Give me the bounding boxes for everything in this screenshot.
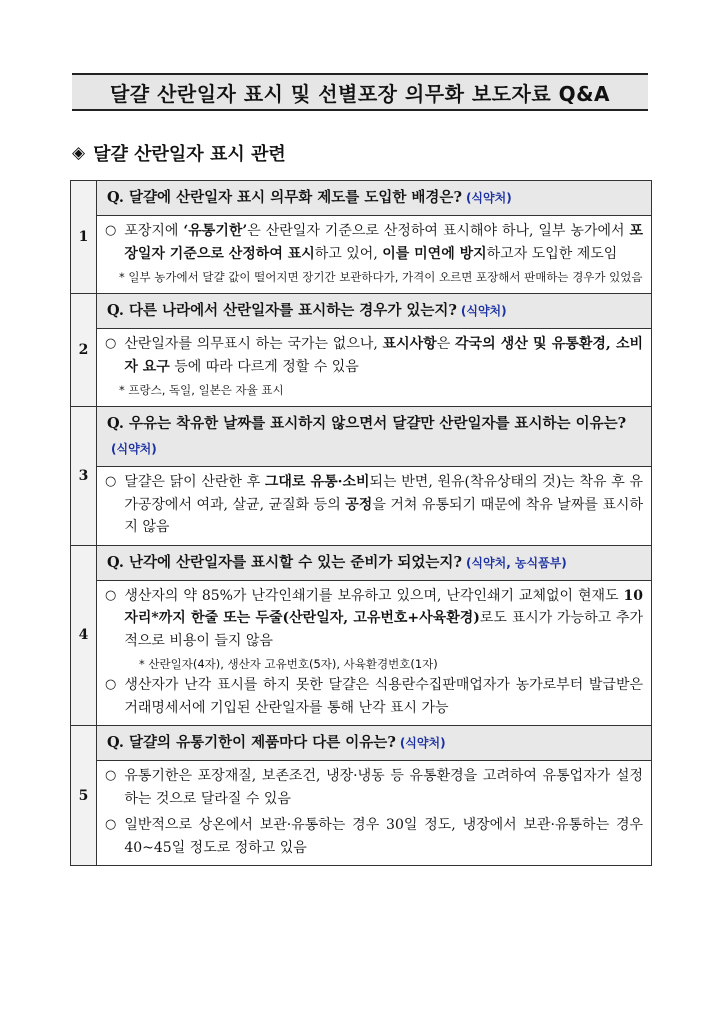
circle-bullet-icon: ○ bbox=[105, 817, 117, 832]
answer-cell bbox=[97, 216, 652, 294]
answer-text: 유통기한은 포장재질, 보존조건, 냉장·냉동 등 유통환경을 고려하여 유통업자가 설정하는 것으로 달라질 수 있음 bbox=[124, 768, 643, 807]
document-title-box bbox=[72, 73, 648, 111]
answer-text: 포장지에 ‘유통기한’은 산란일자 기준으로 산정하여 표시해야 하나, 일부 농가에서 포장일자 기준으로 산정하여 표시하고 있어, 이를 미연에 방지하고자 도입한 제도임 bbox=[124, 223, 644, 262]
question-cell bbox=[97, 545, 652, 580]
answer-cell bbox=[97, 329, 652, 407]
answer-text: 생산자가 난각 표시를 하지 못한 달걀은 식용란수집판매업자가 농가로부터 발급받은 거래명세서에 기입된 산란일자를 통해 난각 표시 가능 bbox=[124, 677, 643, 716]
circle-bullet-icon: ○ bbox=[105, 336, 117, 351]
circle-bullet-icon: ○ bbox=[105, 474, 117, 489]
row-number: 2 bbox=[71, 294, 97, 407]
qa-row-5-question bbox=[71, 726, 652, 761]
answer-note: * 프랑스, 독일, 일본은 자율 표시 bbox=[119, 383, 284, 397]
agency-tag: (식약처) bbox=[460, 304, 507, 318]
qa-row-5-answer bbox=[71, 761, 652, 866]
qa-row-2-question bbox=[71, 294, 652, 329]
row-number: 5 bbox=[71, 726, 97, 866]
row-number: 4 bbox=[71, 545, 97, 726]
answer-cell bbox=[97, 761, 652, 866]
question-cell bbox=[97, 294, 652, 329]
answer-item bbox=[105, 765, 643, 810]
qa-row-1-question bbox=[71, 181, 652, 216]
question-cell bbox=[97, 181, 652, 216]
agency-tag: (식약처) bbox=[399, 736, 446, 750]
answer-note: * 일부 농가에서 달걀 값이 떨어지면 장기간 보관하다가, 가격이 오르면 포장해서 판매하는 경우가 있었음 bbox=[119, 270, 643, 284]
answer-item bbox=[105, 585, 643, 653]
answer-text: 생산자의 약 85%가 난각인쇄기를 보유하고 있으며, 난각인쇄기 교체없이 현재도 10자리*까지 한줄 또는 두줄(산란일자, 고유번호+사육환경)로도 표시가 가능하고 추가적으로 비용이 들지 않음 bbox=[124, 587, 643, 649]
agency-tag: (식약처, 농식품부) bbox=[465, 555, 567, 570]
section-heading bbox=[72, 140, 286, 166]
answer-text: 달걀은 닭이 산란한 후 그대로 유통·소비되는 반면, 원유(착유상태의 것)는 착유 후 유가공장에서 여과, 살균, 균질화 등의 공정을 거쳐 유통되기 때문에 착유 날짜를 표시하지 않음 bbox=[124, 474, 643, 535]
circle-bullet-icon: ○ bbox=[105, 223, 117, 238]
qa-row-4-answer bbox=[71, 580, 652, 726]
qa-row-2-answer bbox=[71, 329, 652, 407]
answer-item bbox=[105, 674, 643, 719]
answer-item bbox=[105, 333, 643, 378]
document-title: 달걀 산란일자 표시 및 선별포장 의무화 보도자료 Q&A bbox=[109, 81, 611, 106]
section-heading-text: 달걀 산란일자 표시 관련 bbox=[93, 144, 286, 165]
question-text: Q. 달걀에 산란일자 표시 의무화 제도를 도입한 배경은? bbox=[107, 189, 462, 206]
agency-tag: (식약처) bbox=[465, 191, 512, 205]
answer-text: 일반적으로 상온에서 보관·유통하는 경우 30일 정도, 냉장에서 보관·유통하는 경우 40~45일 정도로 정하고 있음 bbox=[124, 817, 643, 856]
answer-item bbox=[105, 220, 643, 265]
question-cell bbox=[97, 407, 652, 467]
answer-cell bbox=[97, 580, 652, 726]
row-number: 1 bbox=[71, 181, 97, 294]
diamond-bullet-icon: ◈ bbox=[72, 143, 86, 163]
question-text: Q. 우유는 착유한 날짜를 표시하지 않으면서 달걀만 산란일자를 표시하는 이유는? bbox=[107, 415, 627, 432]
qa-row-3-answer bbox=[71, 467, 652, 546]
qa-row-4-question bbox=[71, 545, 652, 580]
question-cell bbox=[97, 726, 652, 761]
qa-row-1-answer bbox=[71, 216, 652, 294]
answer-item bbox=[105, 471, 643, 539]
answer-cell bbox=[97, 467, 652, 546]
answer-note: * 산란일자(4자), 생산자 고유번호(5자), 사육환경번호(1자) bbox=[139, 657, 438, 671]
qa-row-3-question bbox=[71, 407, 652, 467]
circle-bullet-icon: ○ bbox=[105, 587, 117, 603]
question-text: Q. 난각에 산란일자를 표시할 수 있는 준비가 되었는지? bbox=[107, 553, 462, 571]
answer-text: 산란일자를 의무표시 하는 국가는 없으나, 표시사항은 각국의 생산 및 유통환경, 소비자 요구 등에 따라 다르게 정할 수 있음 bbox=[124, 336, 643, 375]
row-number: 3 bbox=[71, 407, 97, 546]
circle-bullet-icon: ○ bbox=[105, 677, 117, 692]
circle-bullet-icon: ○ bbox=[105, 768, 117, 783]
qa-table bbox=[70, 180, 652, 866]
question-text: Q. 달걀의 유통기한이 제품마다 다른 이유는? bbox=[107, 734, 396, 751]
answer-item bbox=[105, 814, 643, 859]
question-text: Q. 다른 나라에서 산란일자를 표시하는 경우가 있는지? bbox=[107, 302, 457, 319]
agency-tag: (식약처) bbox=[111, 442, 157, 456]
